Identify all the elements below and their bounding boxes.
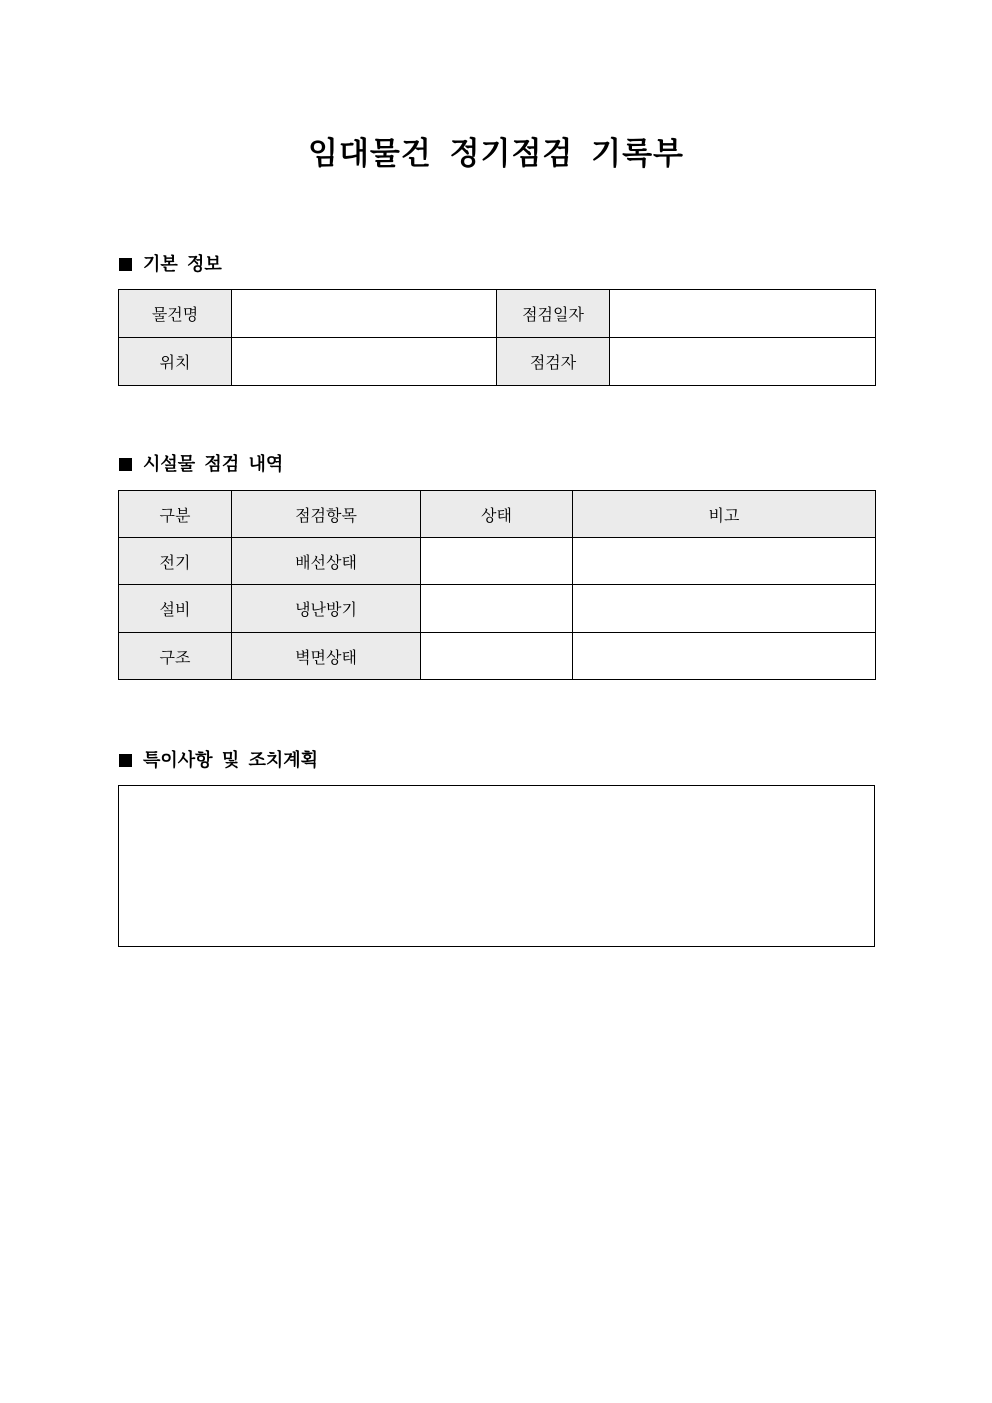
table-row: [119, 290, 876, 338]
basic-info-table: [118, 289, 876, 386]
table-row: [119, 338, 876, 386]
remarks-field[interactable]: [573, 585, 876, 633]
property-name-label: 물건명: [119, 290, 232, 338]
remarks-field[interactable]: [573, 538, 876, 585]
row-category: 구조: [119, 633, 232, 680]
square-bullet-icon: [119, 458, 132, 471]
basic-info-heading: [119, 253, 222, 277]
status-field[interactable]: [421, 538, 573, 585]
table-header-row: [119, 491, 876, 538]
row-item: 벽면상태: [232, 633, 421, 680]
notes-textarea[interactable]: [118, 785, 875, 947]
facility-table: [118, 490, 876, 680]
header-category: 구분: [119, 491, 232, 538]
status-field[interactable]: [421, 585, 573, 633]
notes-heading: [119, 749, 318, 773]
table-row: [119, 585, 876, 633]
inspector-label: 점검자: [497, 338, 610, 386]
row-category: 설비: [119, 585, 232, 633]
square-bullet-icon: [119, 258, 132, 271]
page-title: 임대물건 정기점검 기록부: [308, 136, 684, 172]
table-row: [119, 538, 876, 585]
facility-heading-text: 시설물 점검 내역: [143, 454, 284, 475]
row-category: 전기: [119, 538, 232, 585]
table-row: [119, 633, 876, 680]
header-item: 점검항목: [232, 491, 421, 538]
property-name-field[interactable]: [232, 290, 497, 338]
inspection-date-field[interactable]: [610, 290, 876, 338]
square-bullet-icon: [119, 754, 132, 767]
header-remarks: 비고: [573, 491, 876, 538]
inspector-field[interactable]: [610, 338, 876, 386]
facility-heading: [119, 453, 283, 477]
notes-heading-text: 특이사항 및 조치계획: [143, 750, 319, 771]
remarks-field[interactable]: [573, 633, 876, 680]
inspection-date-label: 점검일자: [497, 290, 610, 338]
row-item: 배선상태: [232, 538, 421, 585]
status-field[interactable]: [421, 633, 573, 680]
location-label: 위치: [119, 338, 232, 386]
header-status: 상태: [421, 491, 573, 538]
location-field[interactable]: [232, 338, 497, 386]
basic-info-heading-text: 기본 정보: [143, 254, 222, 275]
row-item: 냉난방기: [232, 585, 421, 633]
